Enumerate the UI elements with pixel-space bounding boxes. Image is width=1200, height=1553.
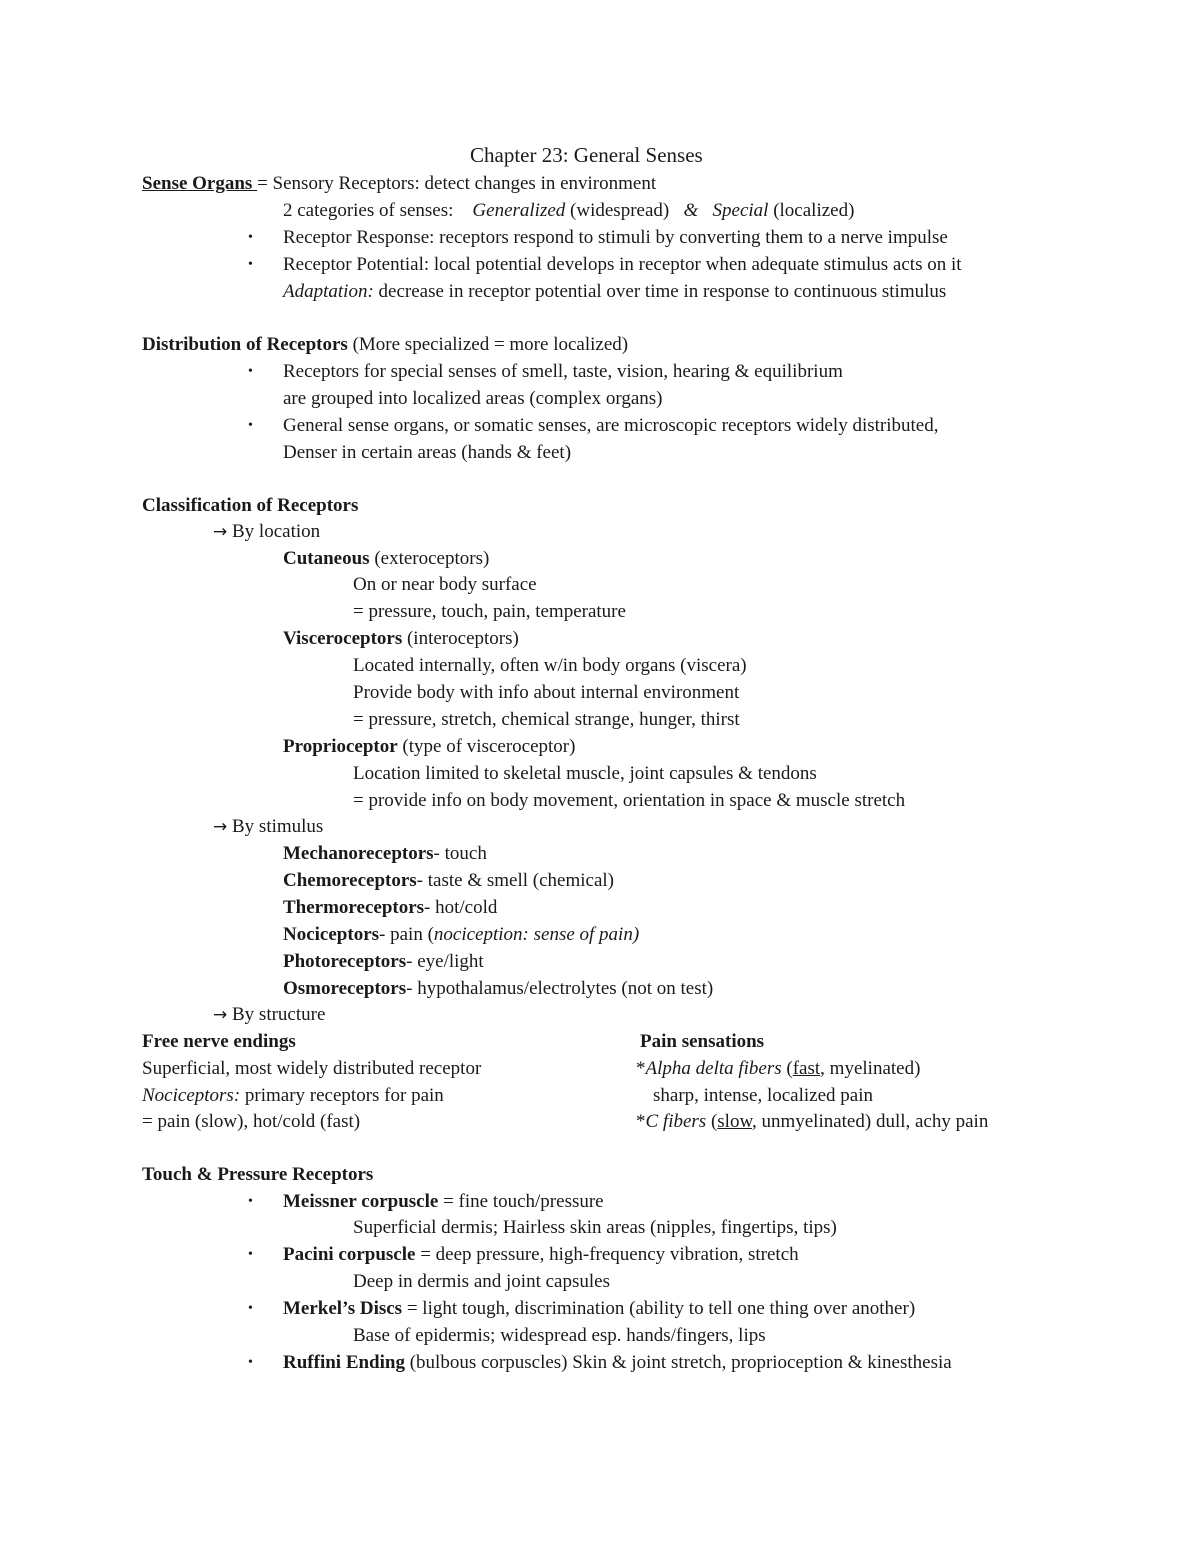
mechanoreceptors-term: Mechanoreceptors — [283, 843, 434, 864]
bullet-icon: • — [248, 1247, 253, 1262]
merkel-term: Merkel’s Discs — [283, 1298, 403, 1319]
proprioceptor-2: = provide info on body movement, orientation in space & muscle stretch — [353, 790, 906, 811]
bullet-icon: • — [248, 1194, 253, 1209]
by-location: By location — [227, 521, 321, 542]
cat-amp: & — [683, 200, 699, 221]
by-stimulus: By stimulus — [227, 816, 324, 837]
classification-heading: Classification of Receptors — [142, 495, 359, 516]
pacini-term: Pacini corpuscle — [283, 1244, 416, 1265]
pain-c-line — [636, 1110, 988, 1134]
meissner-text: = fine touch/pressure — [438, 1191, 604, 1212]
bullet-icon: • — [248, 364, 253, 379]
distribution-heading: Distribution of Receptors — [142, 334, 348, 355]
osmoreceptors-line — [283, 977, 713, 1001]
nociceptors-line — [283, 923, 639, 947]
alpha-delta-fibers: Alpha delta fibers — [645, 1058, 782, 1079]
arrow-right-icon: → — [213, 817, 228, 837]
pain-alpha-2: sharp, intense, localized pain — [653, 1085, 874, 1106]
receptor-response: Receptor Response: receptors respond to stimuli by converting them to a nerve impulse — [283, 227, 948, 248]
cutaneous-1: On or near body surface — [353, 574, 537, 595]
visceroceptors-1: Located internally, often w/in body organs (viscera) — [353, 655, 747, 676]
chemoreceptors-line — [283, 869, 614, 893]
pacini-2: Deep in dermis and joint capsules — [353, 1271, 610, 1292]
visceroceptors-line — [283, 627, 519, 651]
c-fibers: C fibers — [645, 1111, 707, 1132]
paren-open: ( — [706, 1111, 718, 1132]
meissner-2: Superficial dermis; Hairless skin areas (nipples, fingertips, tips) — [353, 1217, 837, 1238]
merkel-2: Base of epidermis; widespread esp. hands/fingers, lips — [353, 1325, 766, 1346]
distribution-b1b: are grouped into localized areas (complex organs) — [283, 388, 663, 409]
thermoreceptors-term: Thermoreceptors — [283, 897, 425, 918]
free-nerve-2-line — [142, 1084, 444, 1108]
ruffini-line — [283, 1351, 952, 1375]
cutaneous-term: Cutaneous — [283, 548, 370, 569]
mechanoreceptors-line — [283, 842, 487, 866]
adaptation-text: decrease in receptor potential over time in response to continuous stimulus — [373, 281, 947, 302]
nociceptors-text: - pain ( — [379, 924, 434, 945]
distribution-b2a: General sense organs, or somatic senses, are microscopic receptors widely distributed, — [283, 415, 939, 436]
photoreceptors-term: Photoreceptors — [283, 951, 407, 972]
fast-text: fast — [792, 1058, 821, 1079]
bullet-icon: • — [248, 1355, 253, 1370]
arrow-right-icon: → — [213, 522, 228, 542]
bullet-icon: • — [248, 1301, 253, 1316]
sense-organs-heading: Sense Organs — [142, 173, 258, 194]
page-title: Chapter 23: General Senses — [470, 143, 703, 167]
cutaneous-2: = pressure, touch, pain, temperature — [353, 601, 626, 622]
mechanoreceptors-text: - touch — [433, 843, 487, 864]
cat-localized: (localized) — [773, 200, 855, 221]
pain-heading: Pain sensations — [640, 1031, 765, 1052]
photoreceptors-text: - eye/light — [406, 951, 484, 972]
nociceptors-term: Nociceptors — [283, 924, 380, 945]
proprioceptor-note: (type of visceroceptor) — [397, 736, 576, 757]
categories-prefix: 2 categories of senses: — [283, 200, 454, 221]
proprioceptor-term: Proprioceptor — [283, 736, 398, 757]
chemoreceptors-text: - taste & smell (chemical) — [416, 870, 614, 891]
photoreceptors-line — [283, 950, 484, 974]
sense-organs-def: = Sensory Receptors: detect changes in environment — [257, 173, 657, 194]
pain-star: * — [636, 1111, 646, 1132]
meissner-line — [283, 1190, 604, 1214]
visceroceptors-note: (interoceptors) — [402, 628, 519, 649]
osmoreceptors-text: - hypothalamus/electrolytes (not on test) — [406, 978, 714, 999]
distribution-line — [142, 333, 628, 357]
free-nerve-nociceptors: Nociceptors: — [142, 1085, 241, 1106]
visceroceptors-3: = pressure, stretch, chemical strange, hunger, thirst — [353, 709, 740, 730]
by-structure: By structure — [227, 1004, 326, 1025]
alpha-close: , myelinated) — [820, 1058, 921, 1079]
by-location-line — [213, 520, 320, 544]
cat-special: Special — [712, 200, 769, 221]
cutaneous-note: (exteroceptors) — [369, 548, 490, 569]
adaptation-line — [283, 280, 946, 304]
cutaneous-line — [283, 547, 489, 571]
thermoreceptors-line — [283, 896, 497, 920]
visceroceptors-2: Provide body with info about internal environment — [353, 682, 740, 703]
cat-widespread: (widespread) — [570, 200, 670, 221]
cat-generalized: Generalized — [472, 200, 566, 221]
bullet-icon: • — [248, 418, 253, 433]
merkel-text: = light tough, discrimination (ability to tell one thing over another) — [402, 1298, 916, 1319]
proprioceptor-1: Location limited to skeletal muscle, joint capsules & tendons — [353, 763, 817, 784]
ruffini-text: (bulbous corpuscles) Skin & joint stretch, proprioception & kinesthesia — [404, 1352, 952, 1373]
distribution-b2b: Denser in certain areas (hands & feet) — [283, 442, 572, 463]
free-nerve-2: primary receptors for pain — [240, 1085, 444, 1106]
categories-line — [283, 199, 854, 223]
adaptation-label: Adaptation: — [283, 281, 374, 302]
free-nerve-heading: Free nerve endings — [142, 1031, 296, 1052]
ruffini-term: Ruffini Ending — [283, 1352, 405, 1373]
pacini-line — [283, 1243, 799, 1267]
slow-text: slow — [717, 1111, 752, 1132]
distribution-note: (More specialized = more localized) — [347, 334, 629, 355]
meissner-term: Meissner corpuscle — [283, 1191, 439, 1212]
bullet-icon: • — [248, 257, 253, 272]
pain-star: * — [636, 1058, 646, 1079]
osmoreceptors-term: Osmoreceptors — [283, 978, 407, 999]
merkel-line — [283, 1297, 915, 1321]
receptor-potential: Receptor Potential: local potential develops in receptor when adequate stimulus acts on it — [283, 254, 962, 275]
free-nerve-3: = pain (slow), hot/cold (fast) — [142, 1111, 361, 1132]
visceroceptors-term: Visceroceptors — [283, 628, 403, 649]
free-nerve-1: Superficial, most widely distributed receptor — [142, 1058, 482, 1079]
chemoreceptors-term: Chemoreceptors — [283, 870, 417, 891]
nociceptors-italic: nociception: sense of pain) — [433, 924, 640, 945]
arrow-right-icon: → — [213, 1005, 228, 1025]
distribution-b1a: Receptors for special senses of smell, taste, vision, hearing & equilibrium — [283, 361, 843, 382]
bullet-icon: • — [248, 230, 253, 245]
proprioceptor-line — [283, 735, 575, 759]
pacini-text: = deep pressure, high-frequency vibration, stretch — [415, 1244, 799, 1265]
by-stimulus-line — [213, 815, 323, 839]
by-structure-line — [213, 1003, 325, 1027]
touch-heading: Touch & Pressure Receptors — [142, 1164, 374, 1185]
sense-organs-line — [142, 172, 656, 196]
paren-open: ( — [781, 1058, 793, 1079]
pain-alpha-line — [636, 1057, 920, 1081]
c-close: , unmyelinated) dull, achy pain — [751, 1111, 989, 1132]
thermoreceptors-text: - hot/cold — [424, 897, 498, 918]
